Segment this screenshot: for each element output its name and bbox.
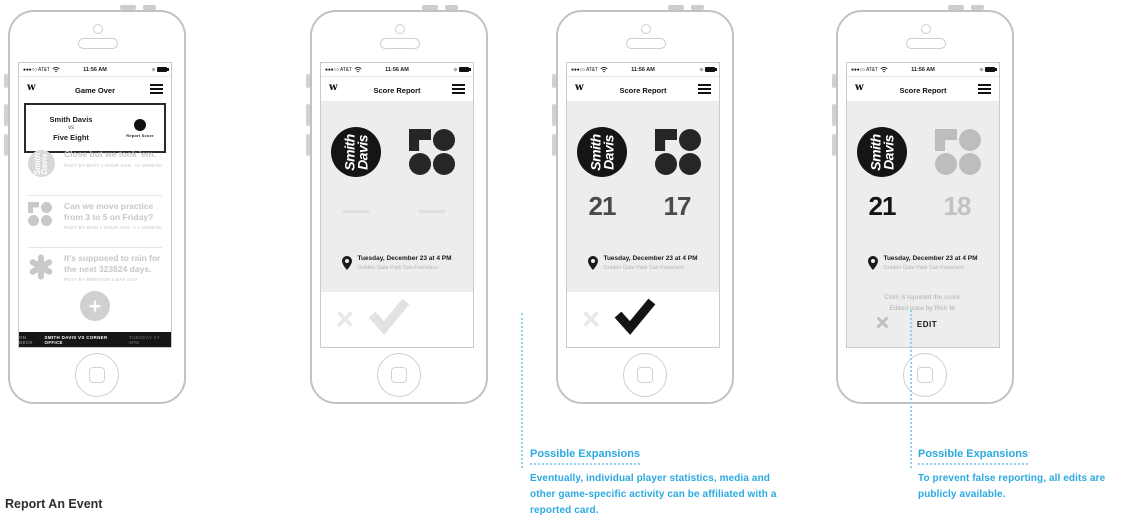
feed-meta: POST BY RICH 1 HOUR AGO xyxy=(64,225,131,230)
score-team-b: 18 xyxy=(943,191,971,221)
front-camera xyxy=(93,24,103,34)
divider xyxy=(28,247,162,248)
battery-icon xyxy=(157,67,167,72)
map-pin-icon xyxy=(342,256,352,270)
status-bar xyxy=(847,63,999,77)
mute-switch xyxy=(306,74,310,88)
screen-score-report-filled xyxy=(566,62,720,348)
hamburger-menu-icon[interactable] xyxy=(978,84,991,96)
volume-up-button xyxy=(306,104,310,126)
wifi-icon xyxy=(354,66,362,73)
feed-item-1[interactable] xyxy=(28,149,162,175)
divider xyxy=(28,195,162,196)
app-logo: w xyxy=(575,82,584,93)
feed-title: It's supposed to rain for the next 323824 days. xyxy=(64,253,161,274)
cancel-x-icon[interactable] xyxy=(335,309,355,329)
status-bar xyxy=(19,63,171,77)
annotation-leader-line-2 xyxy=(910,310,912,468)
smith-davis-logo: Smith Davis xyxy=(857,127,907,177)
screen-score-report-empty xyxy=(320,62,474,348)
app-header xyxy=(567,77,719,102)
five-eight-logo xyxy=(655,129,701,175)
confirm-check-icon[interactable] xyxy=(617,301,653,333)
front-camera xyxy=(921,24,931,34)
app-logo: w xyxy=(329,82,338,93)
map-pin-icon xyxy=(588,256,598,270)
score-team-a[interactable]: 21 xyxy=(588,191,616,221)
status-bar xyxy=(567,63,719,77)
event-location: Golden Gate Park San Francisco xyxy=(883,265,965,271)
earpiece-speaker xyxy=(626,38,666,49)
event-info xyxy=(847,255,999,271)
battery-icon xyxy=(459,67,469,72)
app-logo: w xyxy=(27,82,36,93)
power-button xyxy=(668,5,684,10)
report-log-line2: Edited once by Rich M. xyxy=(889,305,957,312)
report-score-dot-icon xyxy=(134,119,146,131)
mute-switch xyxy=(552,74,556,88)
five-eight-logo xyxy=(409,129,455,175)
on-deck-label: ON DECK xyxy=(19,334,33,345)
app-header xyxy=(847,77,999,102)
bluetooth-icon xyxy=(979,67,983,71)
clock-label: 11:56 AM xyxy=(385,66,409,73)
smith-davis-logo: Smith Davis xyxy=(577,127,627,177)
unread-badge: + 1 UNREAD xyxy=(133,225,162,230)
status-bar xyxy=(321,63,473,77)
phone-frame-2 xyxy=(310,10,488,404)
matchup-label xyxy=(26,115,116,142)
footer-partial-label: Report An Event xyxy=(5,497,103,511)
five-eight-logo xyxy=(935,129,981,175)
event-location: Golden Gate Park San Francisco xyxy=(357,265,439,271)
app-header xyxy=(19,77,171,102)
sim-tray xyxy=(143,5,156,10)
hamburger-menu-icon[interactable] xyxy=(452,84,465,96)
screen-game-over xyxy=(18,62,172,348)
event-datetime: Tuesday, December 23 at 4 PM xyxy=(883,255,978,262)
battery-icon xyxy=(985,67,995,72)
carrier-label: ●●●○○ AT&T xyxy=(571,66,598,73)
volume-down-button xyxy=(306,134,310,156)
power-button xyxy=(422,5,438,10)
feed-meta: POST BY BRENTON 1 DAY AGO xyxy=(64,277,138,282)
cancel-x-icon[interactable] xyxy=(875,315,890,330)
score-team-b[interactable]: 17 xyxy=(663,191,691,221)
on-deck-time: TUESDAY AT 8PM xyxy=(129,334,160,345)
team-b-name: Five Eight xyxy=(53,132,89,142)
page-title: Score Report xyxy=(619,86,667,95)
smith-davis-logo: Smith Davis xyxy=(331,127,381,177)
front-camera xyxy=(641,24,651,34)
page-title: Score Report xyxy=(899,86,947,95)
volume-down-button xyxy=(552,134,556,156)
home-button xyxy=(377,353,421,397)
sim-tray xyxy=(691,5,704,10)
page-title: Score Report xyxy=(373,86,421,95)
power-button xyxy=(120,5,136,10)
sim-tray xyxy=(971,5,984,10)
carrier-label: ●●●○○ AT&T xyxy=(23,66,50,73)
on-deck-bar[interactable] xyxy=(19,332,171,347)
vs-label: vs xyxy=(68,124,74,131)
hamburger-menu-icon[interactable] xyxy=(698,84,711,96)
score-team-a: 21 xyxy=(868,191,896,221)
on-deck-matchup: SMITH DAVIS VS CORNER OFFICE xyxy=(44,334,108,345)
bluetooth-icon xyxy=(151,67,155,71)
battery-icon xyxy=(705,67,715,72)
match-card[interactable] xyxy=(24,103,166,153)
feed-item-2[interactable] xyxy=(28,201,162,230)
smith-davis-avatar-icon: Smith Davis xyxy=(28,150,55,177)
annotation-heading: Possible Expansions xyxy=(530,448,640,465)
home-button xyxy=(623,353,667,397)
volume-down-button xyxy=(4,134,8,156)
event-info xyxy=(321,255,473,271)
hamburger-menu-icon[interactable] xyxy=(150,84,163,96)
mute-switch xyxy=(4,74,8,88)
feed-title: Can we move practice from 3 to 5 on Friday? xyxy=(64,201,154,222)
sim-tray xyxy=(445,5,458,10)
feed-title: Close but we took 'em. xyxy=(64,149,156,159)
mute-switch xyxy=(832,74,836,88)
power-button xyxy=(948,5,964,10)
volume-up-button xyxy=(4,104,8,126)
event-location: Golden Gate Park San Francisco xyxy=(603,265,685,271)
report-log xyxy=(847,292,999,314)
page-title: Game Over xyxy=(74,86,116,95)
event-info xyxy=(567,255,719,271)
edit-button[interactable]: EDIT xyxy=(916,320,938,329)
five-eight-avatar-icon xyxy=(28,202,52,226)
bluetooth-icon xyxy=(699,67,703,71)
volume-up-button xyxy=(552,104,556,126)
annotation-body: To prevent false reporting, all edits are publicly available. xyxy=(918,473,1106,500)
event-datetime: Tuesday, December 23 at 4 PM xyxy=(603,255,698,262)
wifi-icon xyxy=(880,66,888,73)
home-button xyxy=(75,353,119,397)
plus-icon: + xyxy=(88,294,102,318)
score-input-team-b[interactable] xyxy=(419,210,445,213)
bluetooth-icon xyxy=(453,67,457,71)
confirm-check-icon[interactable] xyxy=(371,301,407,333)
map-pin-icon xyxy=(868,256,878,270)
annotation-leader-line-1 xyxy=(521,313,523,468)
feed-item-3[interactable] xyxy=(28,253,162,282)
screen-score-report-reported xyxy=(846,62,1000,348)
phone-frame-4 xyxy=(836,10,1014,404)
annotation-body: Eventually, individual player statistics, media and other game-specific activity can be affiliated with a reported card. xyxy=(530,473,777,516)
carrier-label: ●●●○○ AT&T xyxy=(325,66,352,73)
wifi-icon xyxy=(600,66,608,73)
annotation-heading: Possible Expansions xyxy=(918,448,1028,465)
app-logo: w xyxy=(855,82,864,93)
volume-down-button xyxy=(832,134,836,156)
phone-frame-3 xyxy=(556,10,734,404)
report-score-button[interactable] xyxy=(116,119,164,138)
earpiece-speaker xyxy=(906,38,946,49)
clock-label: 11:56 AM xyxy=(83,66,107,73)
earpiece-speaker xyxy=(78,38,118,49)
event-datetime: Tuesday, December 23 at 4 PM xyxy=(357,255,452,262)
front-camera xyxy=(395,24,405,34)
volume-up-button xyxy=(832,104,836,126)
add-post-button[interactable] xyxy=(80,291,110,321)
annotation-2 xyxy=(918,444,1143,503)
feed-meta: POST BY MATT 1 HOUR AGO xyxy=(64,162,132,168)
phone-frame-1 xyxy=(8,10,186,404)
report-score-label: Report Score xyxy=(126,132,154,138)
clock-label: 11:56 AM xyxy=(911,66,935,73)
app-header xyxy=(321,77,473,102)
clock-label: 11:56 AM xyxy=(631,66,655,73)
earpiece-speaker xyxy=(380,38,420,49)
report-log-line1: Colin S reported the score. xyxy=(884,294,962,301)
score-input-team-a[interactable] xyxy=(343,210,369,213)
annotation-1 xyxy=(530,444,792,519)
carrier-label: ●●●○○ AT&T xyxy=(851,66,878,73)
cancel-x-icon[interactable] xyxy=(581,309,601,329)
team-a-name: Smith Davis xyxy=(49,114,93,124)
unread-badge: +1 UNREAD xyxy=(134,162,162,168)
wifi-icon xyxy=(52,66,60,73)
asterisk-icon xyxy=(28,254,54,280)
